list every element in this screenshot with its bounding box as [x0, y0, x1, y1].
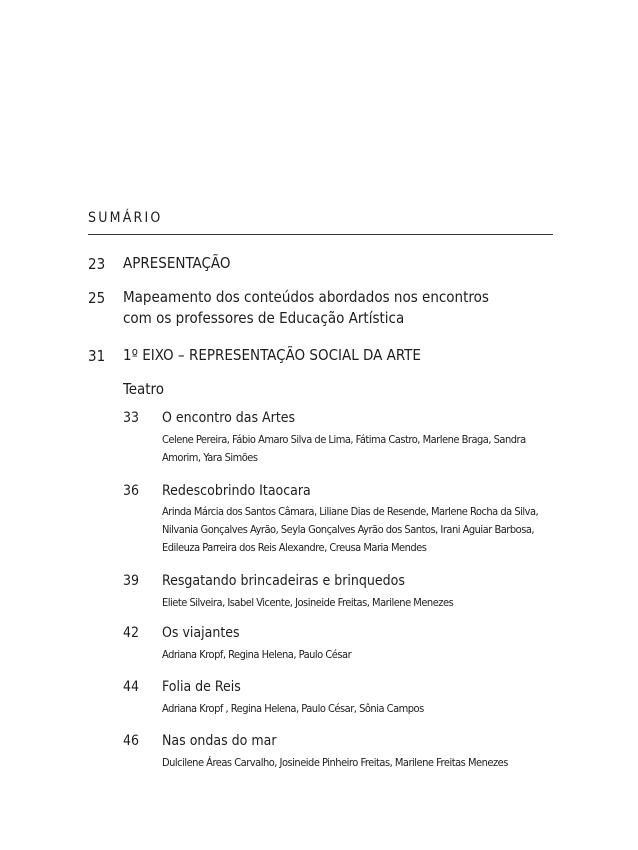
author-line: Eliete Silveira, Isabel Vicente, Josineide Freitas, Marilene Menezes [162, 596, 454, 609]
author-line: Edileuza Parreira dos Reis Alexandre, Creusa Maria Mendes [162, 541, 427, 554]
subentry-page-number: 36 [123, 483, 140, 499]
toc-title: SUMÁRIO [88, 210, 163, 226]
entry-title [123, 345, 421, 366]
subentry-title: Resgatando brincadeiras e brinquedos [162, 573, 405, 589]
subentry-authors [162, 594, 453, 612]
entry-title [123, 287, 489, 329]
entry-title-line: 1º EIXO – REPRESENTAÇÃO SOCIAL DA ARTE [123, 346, 421, 364]
author-line: Dulcilene Áreas Carvalho, Josineide Pinheiro Freitas, Marilene Freitas Menezes [162, 756, 508, 769]
subentry-page-number: 44 [123, 679, 140, 695]
title-rule [88, 234, 553, 235]
subentry-title: Folia de Reis [162, 679, 241, 695]
entry-title [123, 253, 231, 274]
subentry-page-number: 39 [123, 573, 140, 589]
author-line: Celene Pereira, Fábio Amaro Silva de Lima, Fátima Castro, Marlene Braga, Sandra [162, 433, 526, 446]
entry-title-line: APRESENTAÇÃO [123, 254, 231, 272]
subentry-title: Os viajantes [162, 625, 240, 641]
author-line: Adriana Kropf , Regina Helena, Paulo César, Sônia Campos [162, 702, 424, 715]
entry-page-number: 31 [88, 347, 106, 365]
entry-title-line: com os professores de Educação Artística [123, 309, 405, 327]
entry-page-number: 23 [88, 255, 106, 273]
author-line: Nilvania Gonçalves Ayrão, Seyla Gonçalves Ayrão dos Santos, Irani Aguiar Barbosa, [162, 523, 535, 536]
subentry-authors [162, 431, 526, 467]
subentry-authors [162, 754, 508, 772]
author-line: Adriana Kropf, Regina Helena, Paulo César [162, 648, 352, 661]
subentry-title: Nas ondas do mar [162, 733, 277, 749]
subentry-authors [162, 503, 538, 557]
subentry-authors [162, 646, 351, 664]
subentry-title: O encontro das Artes [162, 410, 296, 426]
subentry-page-number: 42 [123, 625, 140, 641]
entry-title-line: Mapeamento dos conteúdos abordados nos encontros [123, 288, 489, 306]
author-line: Arinda Márcia dos Santos Câmara, Liliane Dias de Resende, Marlene Rocha da Silva, [162, 505, 539, 518]
subentry-page-number: 46 [123, 733, 140, 749]
subentry-authors [162, 700, 424, 718]
author-line: Amorim, Yara Simões [162, 451, 258, 464]
entry-page-number: 25 [88, 289, 106, 307]
section-heading: Teatro [123, 380, 165, 398]
subentry-page-number: 33 [123, 410, 140, 426]
subentry-title: Redescobrindo Itaocara [162, 483, 311, 499]
